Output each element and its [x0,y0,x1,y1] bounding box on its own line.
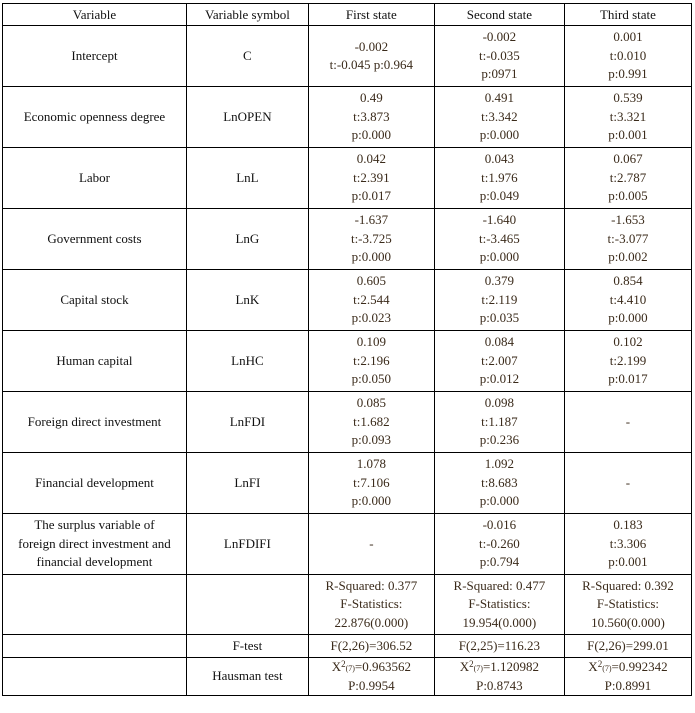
cell-line: p:0.093 [351,432,392,448]
cell-line: 0.085 [356,395,386,411]
table-row [3,453,692,514]
cell-line: p:0.035 [479,310,520,326]
cell-line: t:3.873 [353,108,390,124]
cell-line: R-Squared: 0.392 [582,577,674,593]
cell-line: Labor [78,169,110,185]
chi-symbol: X [331,659,342,674]
third-state-cell [564,453,691,514]
cell-line: p:0.012 [479,371,520,387]
second-state-cell [434,270,564,331]
cell-line: - [625,413,631,429]
cell-line: p:0.050 [351,371,392,387]
cell-line: Human capital [56,352,133,368]
cell-line: t:-3.465 [478,230,520,246]
table-row [3,392,692,453]
second-state-cell [434,392,564,453]
f-test-row [3,635,692,658]
chi-square-line [311,658,432,677]
cell-line: 0.102 [613,334,643,350]
second-state-cell [434,514,564,575]
variable-name-cell [3,26,187,87]
hausman-test-label: Hausman test [186,658,308,696]
first-state-cell [308,453,434,514]
model-statistics-row [3,575,692,635]
header-third-state: Third state [564,4,691,26]
table-row [3,148,692,209]
cell-line: t:7.106 [353,474,390,490]
cell-line: t:1.976 [481,169,518,185]
cell-line: t:3.342 [481,108,518,124]
cell-line: Capital stock [60,291,129,307]
variable-symbol-cell [186,209,308,270]
statistics-second-cell [434,575,564,635]
cell-line: - [625,474,631,490]
table-row [3,26,692,87]
chi-superscript: 2 [469,659,474,669]
variable-name-cell [3,209,187,270]
cell-line: p:0.001 [608,127,648,143]
cell-line: p:0.236 [479,432,520,448]
cell-line: t:-0.260 [478,535,520,551]
cell-line: Foreign direct investment [27,413,162,429]
first-state-cell [308,392,434,453]
cell-line: t:2.199 [609,352,647,368]
cell-line: 0.539 [613,90,643,106]
third-state-cell [564,331,691,392]
chi-superscript: 2 [341,659,346,669]
cell-line: 0.001 [613,29,643,45]
cell-line: -1.653 [611,212,645,228]
cell-line: t:-3.725 [350,230,392,246]
cell-line: Financial development [35,474,154,490]
second-state-cell [434,87,564,148]
cell-line: F-Statistics: [596,596,660,612]
third-state-cell [564,26,691,87]
table-row [3,331,692,392]
f-test-first-cell: F(2,26)=306.52 [308,635,434,658]
cell-line: 0.067 [613,151,643,167]
variable-name-cell [3,331,187,392]
cell-line: t:2.196 [353,352,390,368]
regression-results-table [2,3,692,696]
cell-line: p:0.000 [351,249,392,265]
first-state-cell [308,270,434,331]
chi-superscript: 2 [597,659,603,669]
cell-line: -0.002 [354,38,389,54]
cell-line: -0.016 [482,517,517,533]
third-state-cell [564,209,691,270]
variable-name-cell [3,392,187,453]
cell-line: 0.379 [484,273,515,289]
cell-line: p:0.023 [351,310,392,326]
cell-line: LnOPEN [223,108,272,124]
cell-line: t:2.787 [609,169,647,185]
first-state-cell [308,331,434,392]
cell-line: p:0.000 [479,127,520,143]
second-state-cell [434,331,564,392]
cell-line: 0.183 [613,517,643,533]
variable-symbol-cell [186,270,308,331]
cell-line: 0.605 [356,273,386,289]
second-state-cell [434,209,564,270]
variable-symbol-cell [186,514,308,575]
variable-symbol-cell [186,87,308,148]
cell-line: t:3.306 [609,535,647,551]
statistics-third-cell [564,575,691,635]
hausman-test-row [3,658,692,696]
cell-line: p:0.991 [608,66,648,82]
cell-line: p:0.000 [351,493,392,509]
cell-line: 0.042 [356,151,386,167]
variable-symbol-cell [186,392,308,453]
chi-square-line [437,658,562,677]
chi-value: =0.992342 [611,659,668,674]
empty-cell [3,635,187,658]
cell-line: t:4.410 [609,291,647,307]
second-state-cell [434,148,564,209]
cell-line: C [243,47,252,63]
cell-line: p:0971 [481,66,518,82]
cell-line: R-Squared: 0.477 [453,577,546,593]
cell-line: t:-0.035 [478,47,520,63]
cell-line: p:0.005 [608,188,648,204]
cell-line: LnFDI [229,413,266,429]
chi-value: =1.120982 [482,659,540,674]
cell-line: t:1.682 [353,413,390,429]
table-row [3,209,692,270]
cell-line: t:1.187 [481,413,518,429]
header-second-state: Second state [434,4,564,26]
cell-line: p:0.001 [608,554,648,570]
cell-line: t:2.391 [353,169,390,185]
f-test-third-cell: F(2,26)=299.01 [564,635,691,658]
third-state-cell [564,148,691,209]
cell-line: p:0.049 [479,188,520,204]
cell-line: foreign direct investment and [18,535,171,551]
cell-line: Government costs [47,230,142,246]
variable-symbol-cell [186,453,308,514]
variable-name-cell [3,453,187,514]
cell-line: F-Statistics: [468,596,531,612]
cell-line: t:-0.045 p:0.964 [329,57,414,72]
first-state-cell [308,87,434,148]
cell-line: LnHC [231,352,264,368]
third-state-cell [564,87,691,148]
cell-line: -0.002 [482,29,517,45]
table-row [3,514,692,575]
p-value-line: P:0.9954 [348,677,395,693]
cell-line: t:2.544 [353,291,390,307]
header-first-state: First state [308,4,434,26]
cell-line: p:0.000 [351,127,392,143]
cell-line: t:3.321 [609,108,647,124]
cell-line: t:0.010 [609,47,647,63]
f-test-label: F-test [186,635,308,658]
variable-symbol-cell [186,148,308,209]
header-variable: Variable [3,4,187,26]
cell-line: p:0.017 [608,371,648,387]
cell-line: 0.043 [484,151,515,167]
empty-cell [186,575,308,635]
hausman-second-cell [434,658,564,696]
header-row [3,4,692,26]
first-state-cell [308,26,434,87]
table-row [3,270,692,331]
cell-line: 0.098 [484,395,515,411]
variable-name-cell [3,514,187,575]
chi-symbol: X [588,659,598,674]
cell-line: t:8.683 [481,474,518,490]
cell-line: LnK [235,291,260,307]
chi-degrees: (7) [602,664,612,673]
chi-degrees: (7) [473,664,483,673]
chi-symbol: X [459,659,470,674]
cell-line: 0.854 [613,273,643,289]
variable-name-cell [3,87,187,148]
variable-name-cell [3,270,187,331]
empty-cell [3,575,187,635]
cell-line: - [369,535,374,551]
cell-line: 0.109 [356,334,386,350]
cell-line: 0.491 [484,90,515,106]
variable-symbol-cell [186,331,308,392]
cell-line: p:0.794 [479,554,520,570]
cell-line: LnL [236,169,259,185]
cell-line: The surplus variable of [34,517,155,533]
hausman-first-cell [308,658,434,696]
cell-line: t:-3.077 [607,230,649,246]
cell-line: 22.876(0.000) [334,614,409,630]
cell-line: p:0.017 [351,188,392,204]
cell-line: t:2.007 [481,352,518,368]
third-state-cell [564,514,691,575]
cell-line: R-Squared: 0.377 [325,577,418,593]
header-variable-symbol: Variable symbol [186,4,308,26]
cell-line: Intercept [71,47,118,63]
cell-line: 10.560(0.000) [591,614,665,630]
cell-line: p:0.000 [479,493,520,509]
cell-line: p:0.002 [608,249,648,265]
statistics-first-cell [308,575,434,635]
p-value-line: P:0.8991 [604,677,652,693]
cell-line: -1.637 [354,212,389,228]
cell-line: 1.078 [356,456,386,472]
cell-line: LnFDIFI [223,535,271,551]
cell-line: -1.640 [482,212,517,228]
first-state-cell [308,209,434,270]
empty-cell [3,658,187,696]
chi-square-line [567,658,689,677]
second-state-cell [434,26,564,87]
cell-line: 0.49 [359,90,383,106]
third-state-cell [564,392,691,453]
cell-line: t:2.119 [481,291,518,307]
second-state-cell [434,453,564,514]
variable-symbol-cell [186,26,308,87]
chi-degrees: (7) [345,664,355,673]
p-value-line: P:0.8743 [476,677,523,693]
variable-name-cell [3,148,187,209]
cell-line: F-Statistics: [340,596,403,612]
hausman-third-cell [564,658,691,696]
cell-line: 0.084 [484,334,515,350]
f-test-second-cell: F(2,25)=116.23 [434,635,564,658]
first-state-cell [308,148,434,209]
first-state-cell [308,514,434,575]
cell-line: 1.092 [484,456,515,472]
cell-line: financial development [36,554,153,570]
cell-line: LnFI [234,474,261,490]
cell-line: 19.954(0.000) [462,614,537,630]
third-state-cell [564,270,691,331]
table-row [3,87,692,148]
cell-line: p:0.000 [608,310,648,326]
cell-line: LnG [235,230,260,246]
chi-value: =0.963562 [354,659,412,674]
cell-line: p:0.000 [479,249,520,265]
cell-line: Economic openness degree [23,108,166,124]
